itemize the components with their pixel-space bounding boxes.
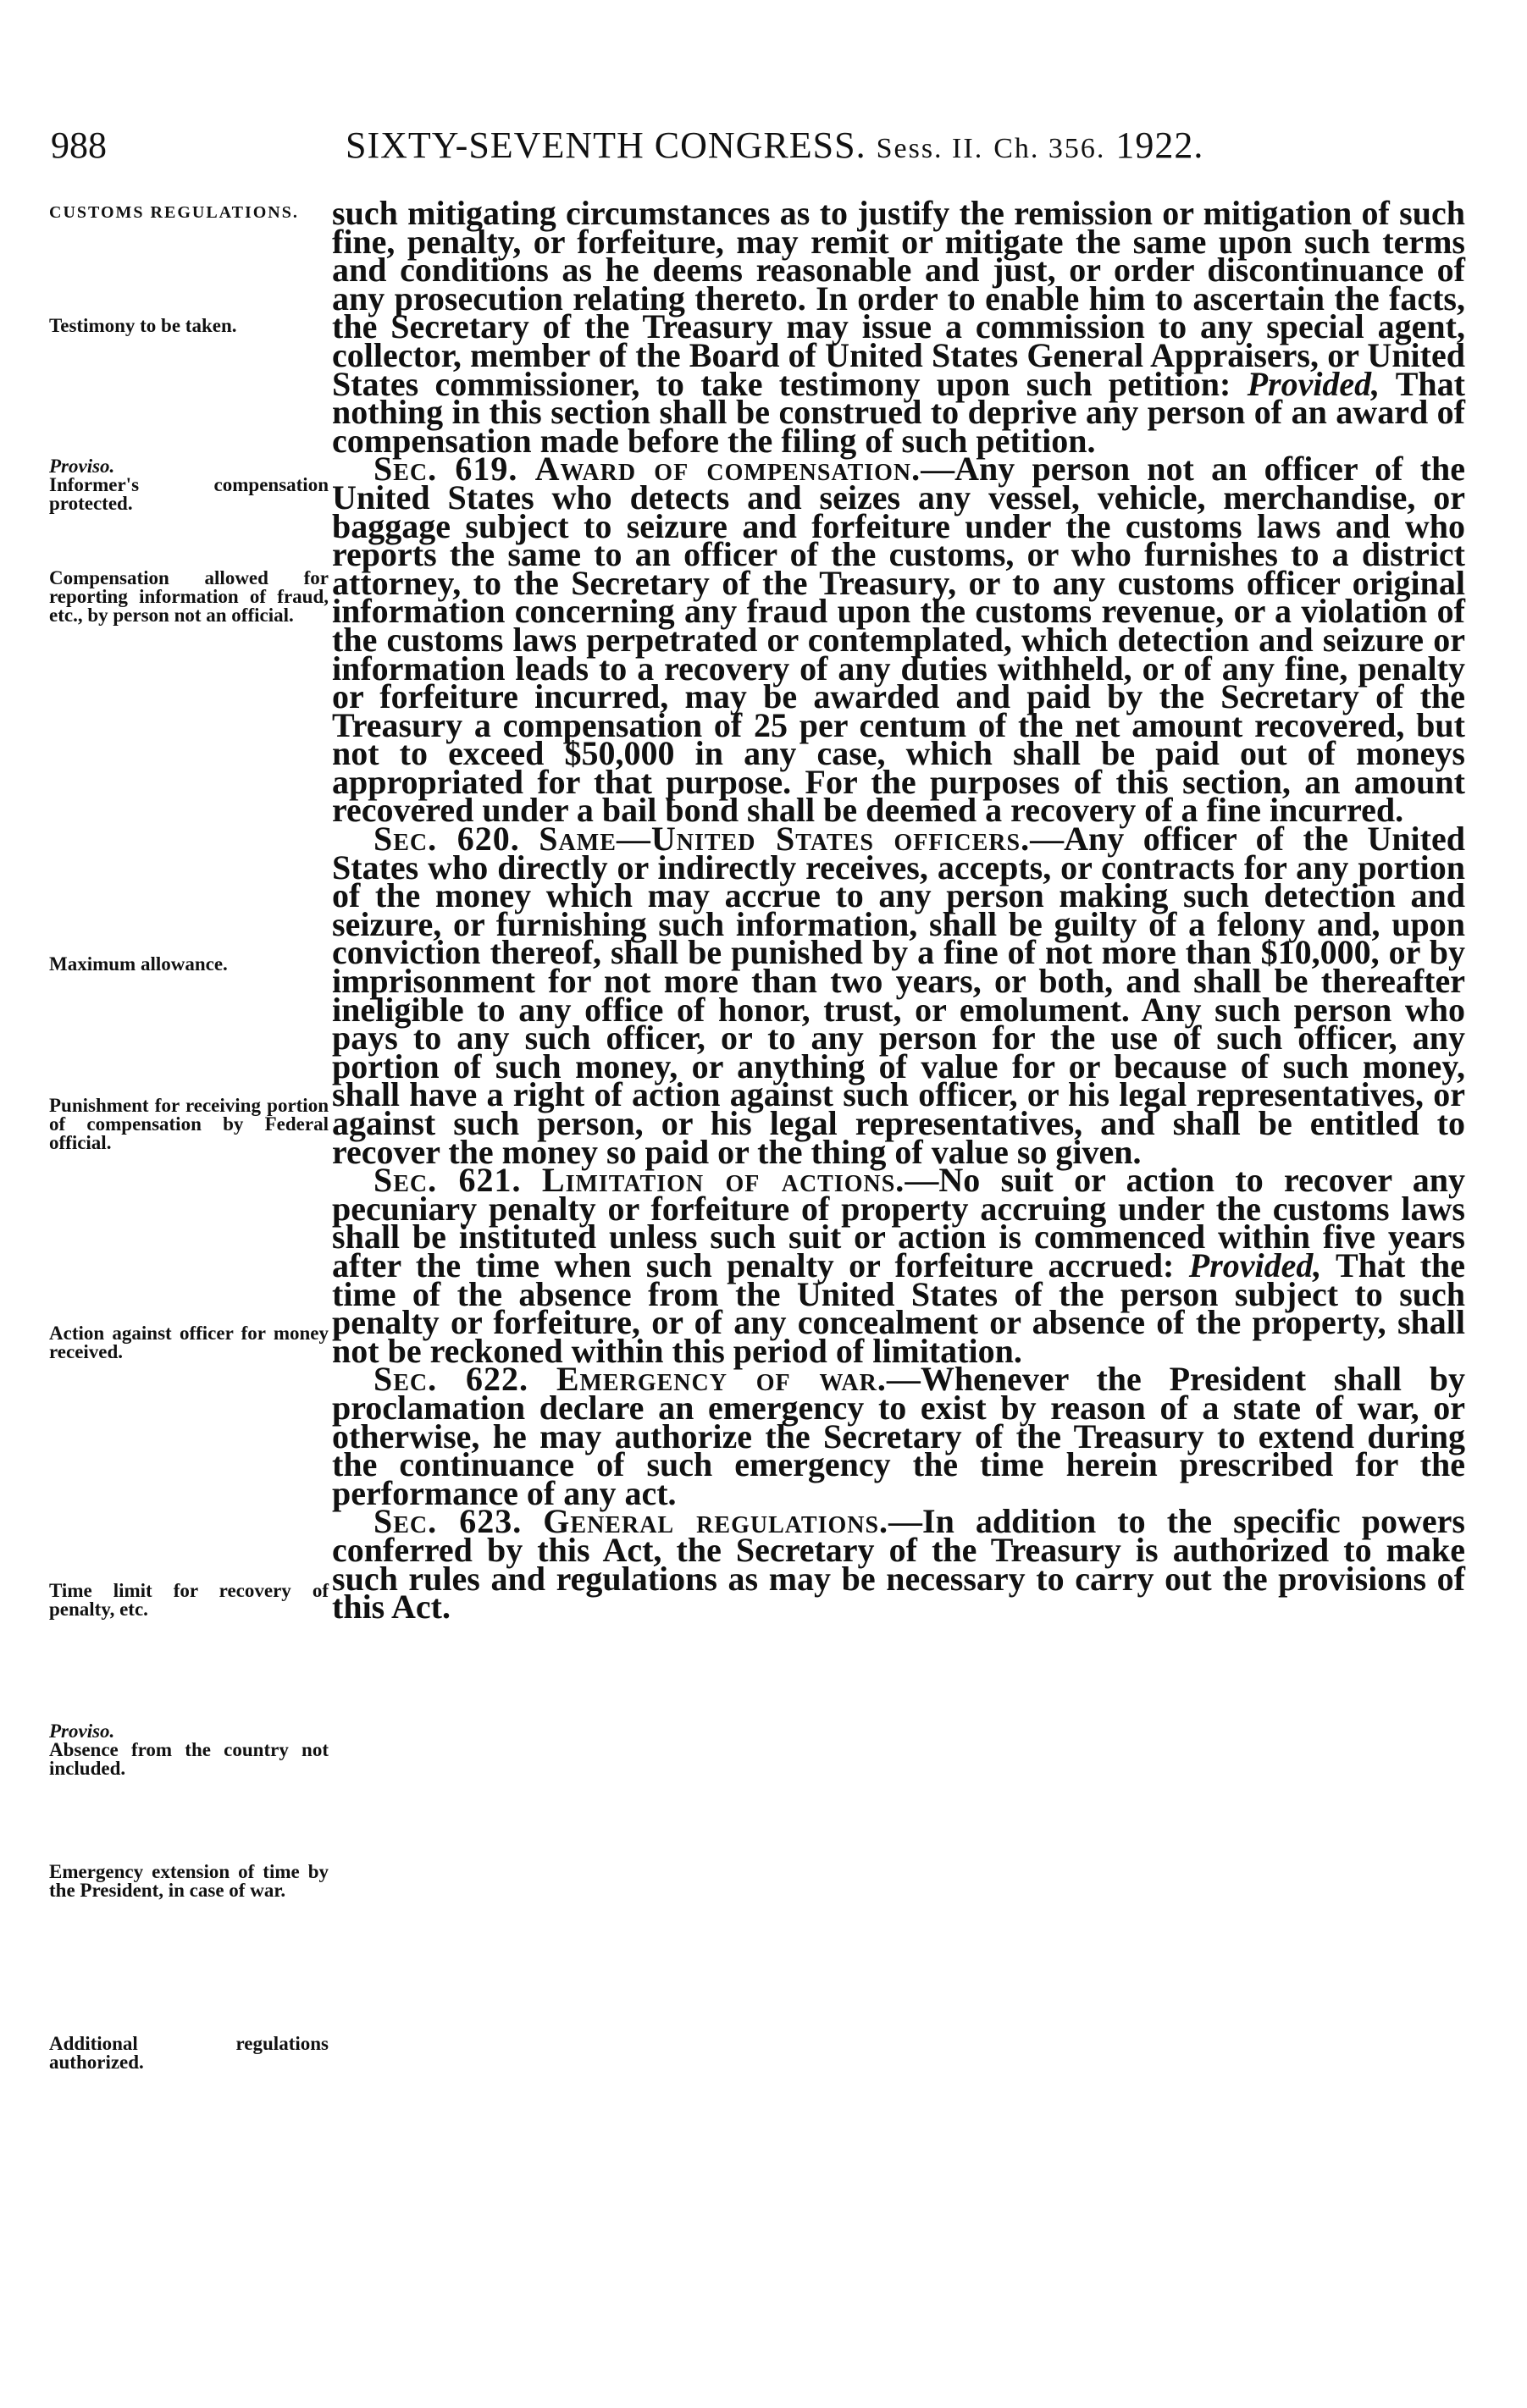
margin-note-additional [49, 2035, 329, 2072]
section-number: Sec. 622. [373, 1360, 528, 1399]
margin-note-text: Additional regulations authorized. [49, 2033, 329, 2073]
section-text: —Any person not an officer of the United States who detects and seizes any vessel, vehicle, merchandise, or baggage subject to seizure and forfeiture under the customs laws and who reports the same to an officer of the customs, or who furnishes to a district attorney, to the Secretary of the Treasury, or to any customs officer original information concerning any fraud upon the customs revenue, or a violation of the customs laws perpetrated or contemplated, which detection and seizure or information leads to a recovery of any duties withheld, or of any fine, penalty or forfeiture incurred, may be awarded and paid by the Secretary of the Treasury a compensation of 25 per centum of the net amount recovered, but not to exceed $50,000 in any case, which shall be paid out of moneys appropriated for that purpose. For the purposes of this section, an amount recovered under a bail bond shall be deemed a recovery of a fine incurred. [332, 450, 1465, 830]
margin-note-text: CUSTOMS REGULATIONS. [49, 203, 299, 222]
statute-text [332, 194, 1466, 1627]
session: Sess. II. [876, 133, 984, 164]
section-text: —In addition to the specific powers conferred by this Act, the Secretary of the Treasury is authorized to make such rules and regulations as may be necessary to carry out the provisions of this Act. [332, 1502, 1465, 1627]
margin-note-text: Time limit for recovery of penalty, etc. [49, 1580, 329, 1620]
section-619 [332, 450, 1465, 830]
provided-clause: Provided, [1188, 1245, 1322, 1284]
provided-clause: Provided, [1247, 364, 1380, 403]
margin-note-proviso: Proviso. [49, 1720, 115, 1742]
margin-note-punishment [49, 1096, 329, 1152]
margin-note-proviso-absence [49, 1722, 329, 1778]
margin-note-compensation [49, 569, 329, 625]
margin-note-maximum [49, 955, 329, 974]
section-621 [332, 1161, 1465, 1370]
section-title: Same—United States officers. [539, 820, 1031, 859]
margin-note-text: Action against officer for money received. [49, 1323, 329, 1362]
paragraph-mitigation [332, 194, 1465, 460]
margin-note-text: Informer's compensation protected. [49, 474, 329, 514]
margin-note-text: Compensation allowed for reporting information of fraud, etc., by person not an official. [49, 567, 329, 626]
margin-note-emergency [49, 1863, 329, 1900]
section-text: —Whenever the President shall by proclamation declare an emergency to exist by reason of a state of war, or otherwise, he may authorize the Secretary of the Treasury to extend during the continuance of such emergency the time herein prescribed for the performance of any act. [332, 1360, 1466, 1512]
section-text: —No suit or action to recover any pecuniary penalty or forfeiture of property accruing under the customs laws shall be instituted unless such suit or action is commenced within five years after the time when such penalty or forfeiture accrued: [332, 1161, 1465, 1284]
paragraph-text: That nothing in this section shall be construed to deprive any person of an award of compensation made before the filing of such petition. [332, 364, 1465, 460]
section-620 [332, 820, 1465, 1171]
margin-note-text: Maximum allowance. [49, 953, 228, 975]
margin-note-proviso: Proviso. [49, 456, 115, 477]
paragraph-text: such mitigating circumstances as to justify the remission or mitigation of such fine, penalty, or forfeiture, may remit or mitigate the same upon such terms and conditions as he deems reasonable and just, or order discontinuance of any prosecution relating thereto. In order to enable him to ascertain the facts, the Secretary of the Treasury may issue a commission to any special agent, collector, member of the Board of United States General Appraisers, or United States commissioner, to take testimony upon such petition: [332, 194, 1465, 403]
margin-note-text: Testimony to be taken. [49, 315, 237, 336]
section-title: General regulations. [543, 1502, 889, 1541]
margin-note-time-limit [49, 1582, 329, 1619]
section-text: —Any officer of the United States who directly or indirectly receives, accepts, or contracts for any portion of the money which may accrue to any person making such detection and seizure, or furnishing such information, shall be guilty of a felony and, upon conviction thereof, shall be punished by a fine of not more than $10,000, or by imprisonment for not more than two years, or both, and shall be thereafter ineligible to any office of honor, trust, or emolument. Any such person who pays to any such officer, or to any person for the use of such officer, any portion of such money, or anything of value for or because of such money, shall have a right of action against such officer, or his legal representatives, or against such person, or his legal representatives, and shall be entitled to recover the money so paid or the thing of value so given. [332, 820, 1465, 1171]
margin-note-testimony [49, 317, 329, 335]
chapter: Ch. 356. [993, 133, 1106, 164]
header-title [346, 120, 1203, 174]
margin-note-text: Punishment for receiving portion of compensation by Federal official. [49, 1095, 329, 1153]
section-text: That the time of the absence from the United States of the person subject to such penalty or forfeiture, or of any concealment or absence of the property, shall not be reckoned within this period of limitation. [332, 1245, 1465, 1370]
section-623 [332, 1502, 1465, 1627]
margin-note-proviso-informer [49, 457, 329, 513]
section-number: Sec. 621. [373, 1161, 522, 1200]
page-number: 988 [51, 124, 107, 166]
section-number: Sec. 623. [373, 1502, 523, 1541]
section-622 [332, 1360, 1466, 1512]
running-header [51, 120, 1457, 171]
section-number: Sec. 619. [373, 450, 518, 489]
section-number: Sec. 620. [373, 820, 520, 859]
section-title: Award of compensation. [534, 450, 921, 489]
margin-note-text: Absence from the country not included. [49, 1739, 329, 1779]
section-title: Limitation of actions. [541, 1161, 905, 1200]
margin-note-customs-regulations [49, 203, 329, 222]
margin-note-text: Emergency extension of time by the President, in case of war. [49, 1861, 329, 1901]
congress-name: SIXTY-SEVENTH CONGRESS. [346, 124, 866, 166]
margin-note-action [49, 1324, 329, 1361]
section-title: Emergency of war. [556, 1360, 887, 1399]
year: 1922. [1115, 124, 1204, 166]
